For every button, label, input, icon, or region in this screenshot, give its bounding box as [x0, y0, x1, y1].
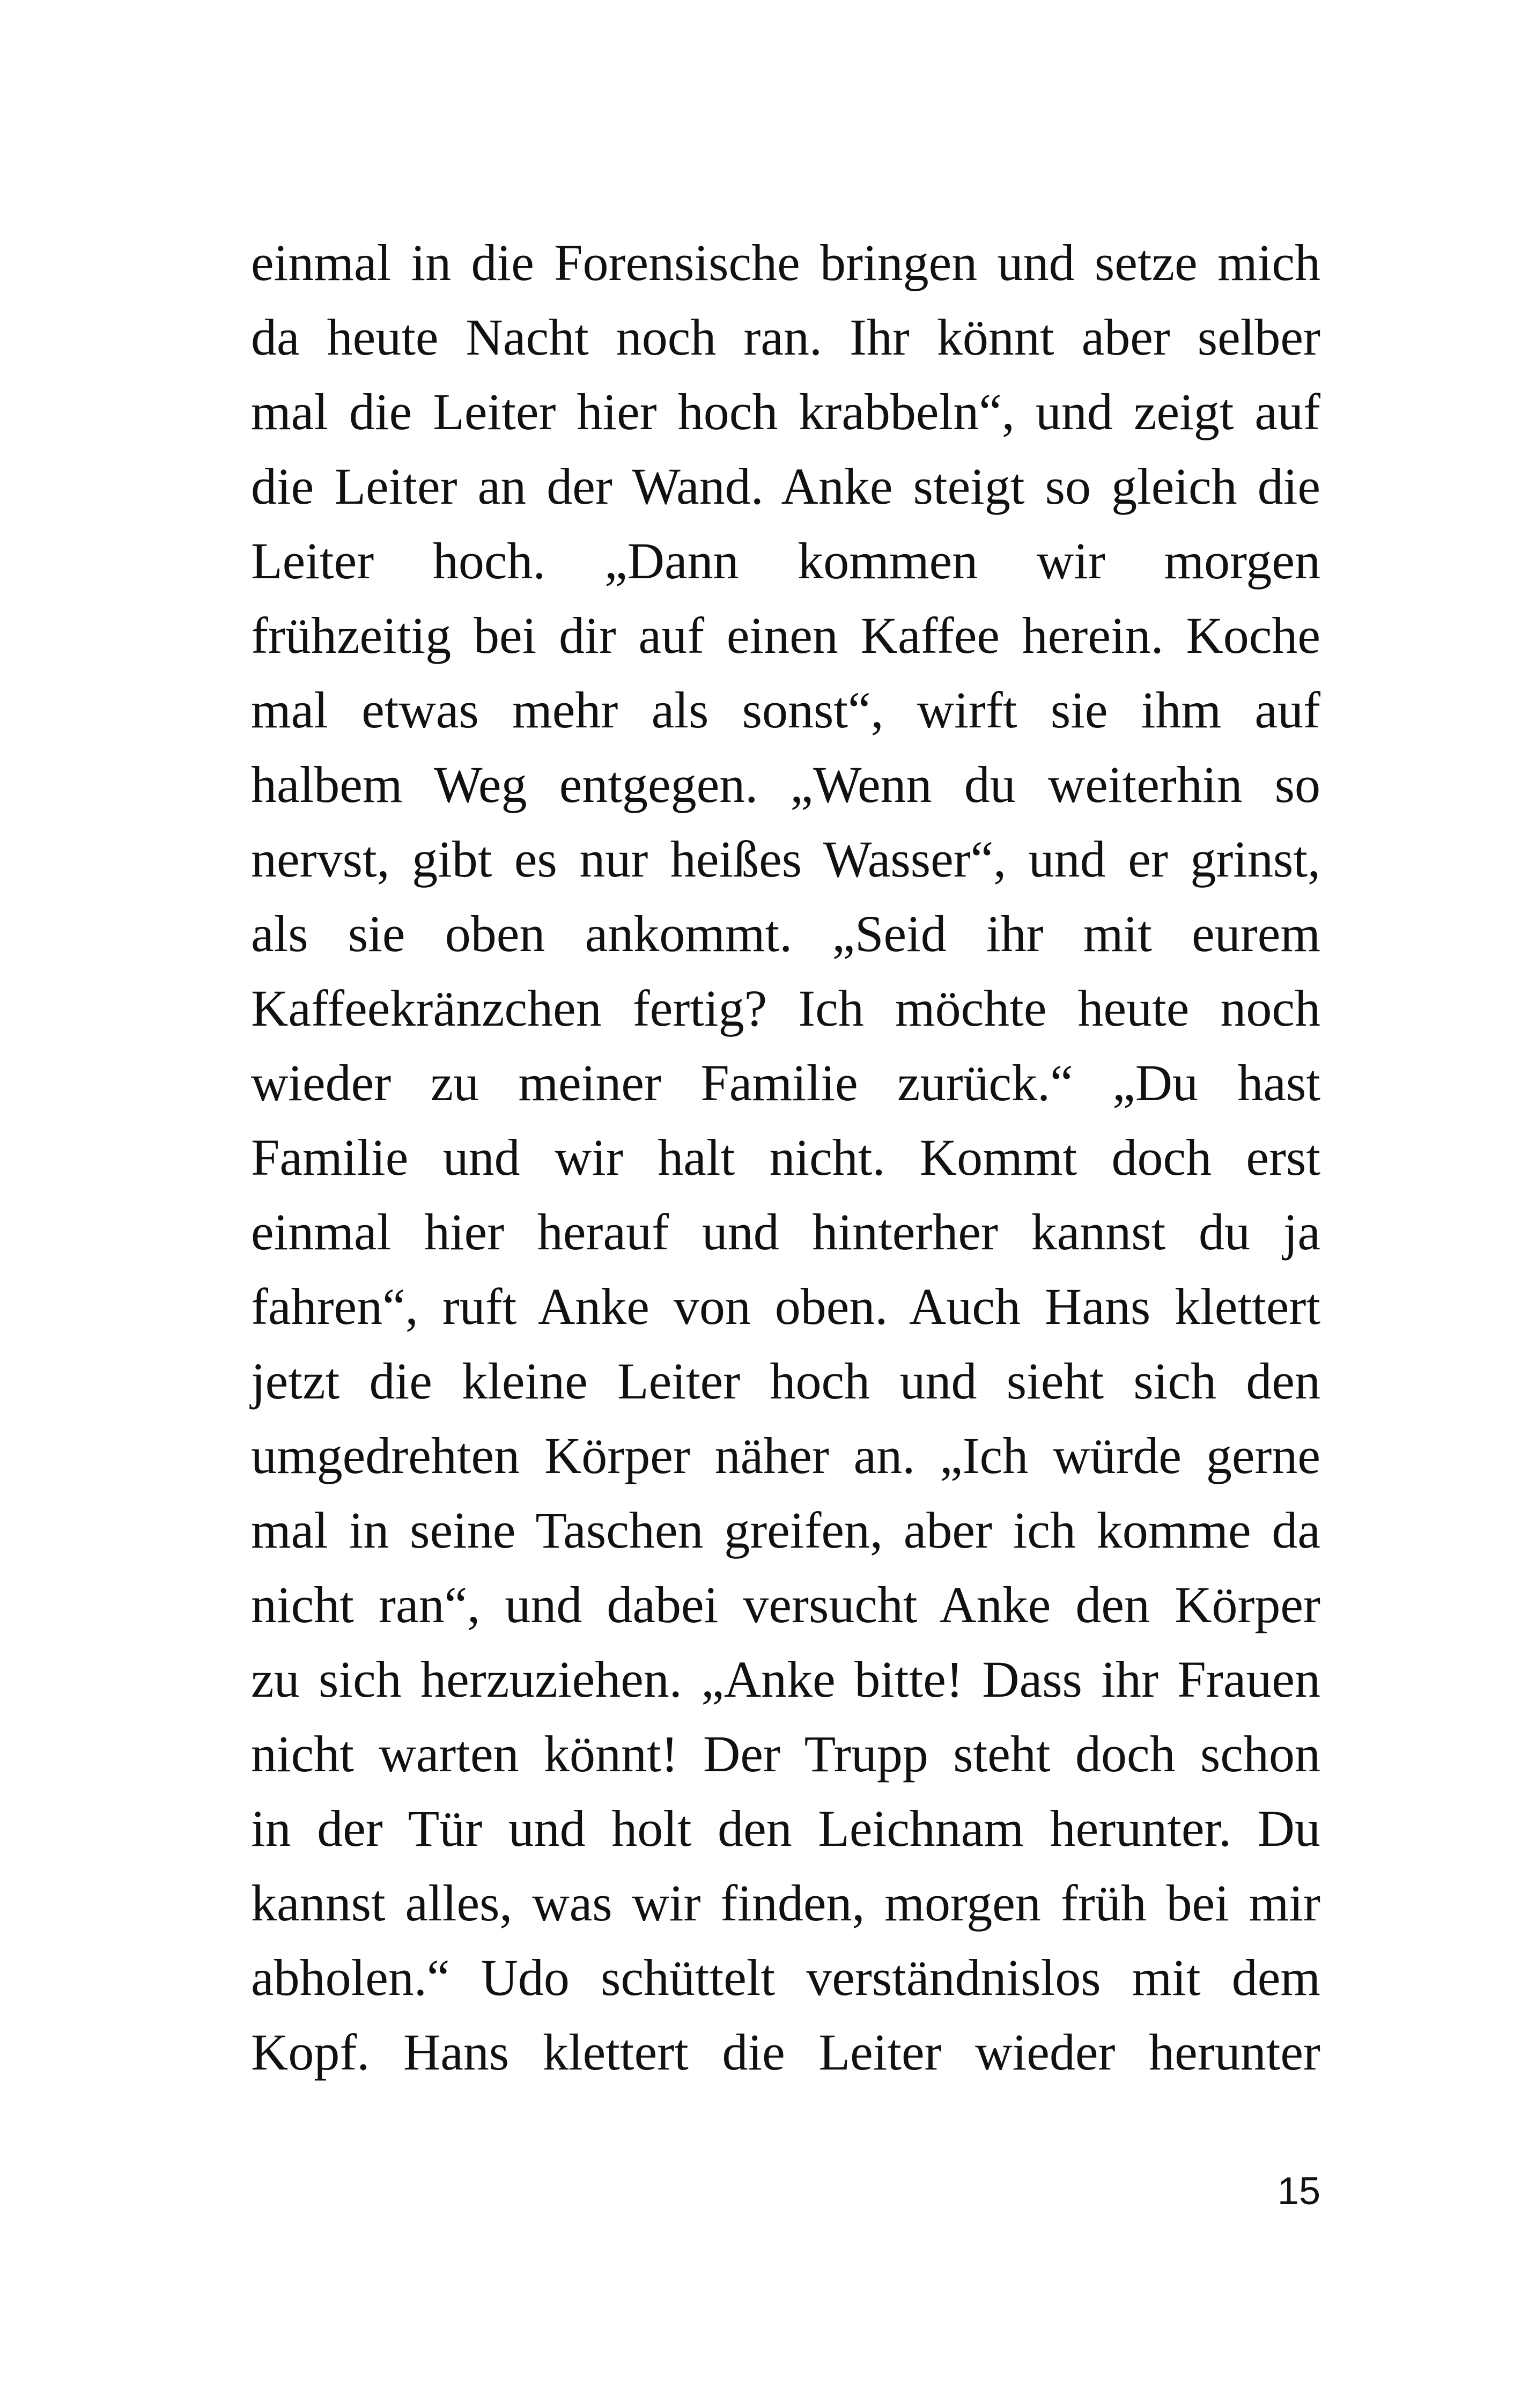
text-line: abholen.“ Udo schüttelt verständnislos mit dem — [251, 1949, 1320, 2006]
text-line: fahren“, ruft Anke von oben. Auch Hans klettert — [251, 1278, 1320, 1335]
body-text — [251, 225, 1320, 2089]
text-line: Familie und wir halt nicht. Kommt doch erst — [251, 1129, 1320, 1186]
text-line: mal etwas mehr als sonst“, wirft sie ihm auf — [251, 681, 1320, 739]
text-line: nicht ran“, und dabei versucht Anke den Körper — [251, 1576, 1320, 1633]
text-line: nicht warten könnt! Der Trupp steht doch schon — [251, 1725, 1320, 1783]
text-line: mal die Leiter hier hoch krabbeln“, und zeigt auf — [251, 383, 1320, 440]
text-line: umgedrehten Körper näher an. „Ich würde gerne — [251, 1427, 1320, 1484]
text-line: jetzt die kleine Leiter hoch und sieht sich den — [251, 1352, 1320, 1410]
text-line: Kaffeekränzchen fertig? Ich möchte heute noch — [251, 980, 1320, 1037]
text-line: als sie oben ankommt. „Seid ihr mit eurem — [251, 905, 1320, 962]
text-line: kannst alles, was wir finden, morgen früh bei mir — [251, 1874, 1320, 1932]
text-line: in der Tür und holt den Leichnam herunter. Du — [251, 1800, 1320, 1857]
text-line: Kopf. Hans klettert die Leiter wieder herunter — [251, 2023, 1320, 2081]
text-line: die Leiter an der Wand. Anke steigt so gleich die — [251, 458, 1320, 515]
text-line: einmal hier herauf und hinterher kannst du ja — [251, 1203, 1320, 1261]
text-line: Leiter hoch. „Dann kommen wir morgen — [251, 532, 1320, 590]
text-line: einmal in die Forensische bringen und setze mich — [251, 234, 1320, 291]
text-line: mal in seine Taschen greifen, aber ich komme da — [251, 1501, 1320, 1559]
text-line: zu sich herzuziehen. „Anke bitte! Dass ihr Frauen — [251, 1651, 1320, 1708]
text-line: da heute Nacht noch ran. Ihr könnt aber selber — [251, 308, 1320, 366]
text-line: nervst, gibt es nur heißes Wasser“, und er grinst, — [251, 830, 1320, 888]
text-line: halbem Weg entgegen. „Wenn du weiterhin so — [251, 756, 1320, 813]
text-line: frühzeitig bei dir auf einen Kaffee herein. Koche — [251, 607, 1320, 664]
page-number: 15 — [1277, 2170, 1320, 2213]
text-line: wieder zu meiner Familie zurück.“ „Du hast — [251, 1054, 1320, 1111]
